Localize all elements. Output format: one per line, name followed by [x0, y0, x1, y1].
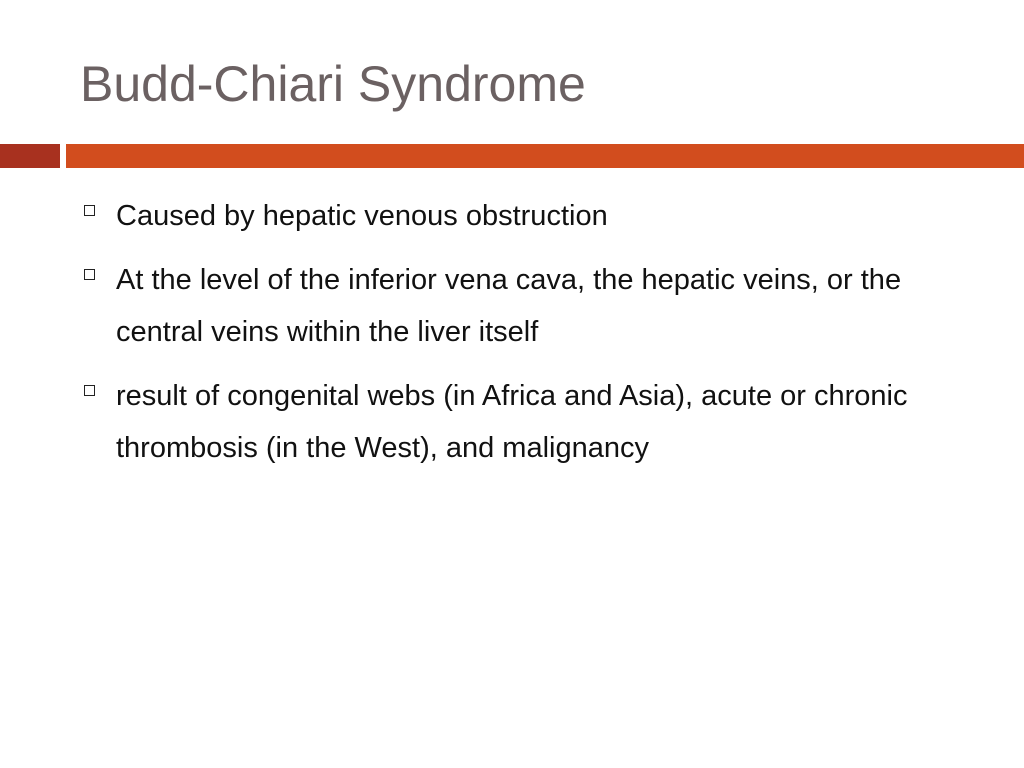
bullet-item [84, 190, 984, 242]
bullet-item [84, 370, 984, 474]
bullet-text: At the level of the inferior vena cava, the hepatic veins, or the central veins within the liver itself [116, 264, 902, 348]
bullet-item [84, 254, 984, 358]
bullet-text: result of congenital webs (in Africa and Asia), acute or chronic thrombosis (in the West), and malignancy [116, 380, 908, 464]
accent-bar-right [66, 144, 1024, 168]
slide-title: Budd-Chiari Syndrome [80, 56, 586, 112]
accent-bar-left [0, 144, 60, 168]
square-bullet-icon [84, 269, 95, 280]
bullet-text: Caused by hepatic venous obstruction [116, 200, 608, 232]
bullet-list [84, 190, 984, 486]
square-bullet-icon [84, 385, 95, 396]
square-bullet-icon [84, 205, 95, 216]
